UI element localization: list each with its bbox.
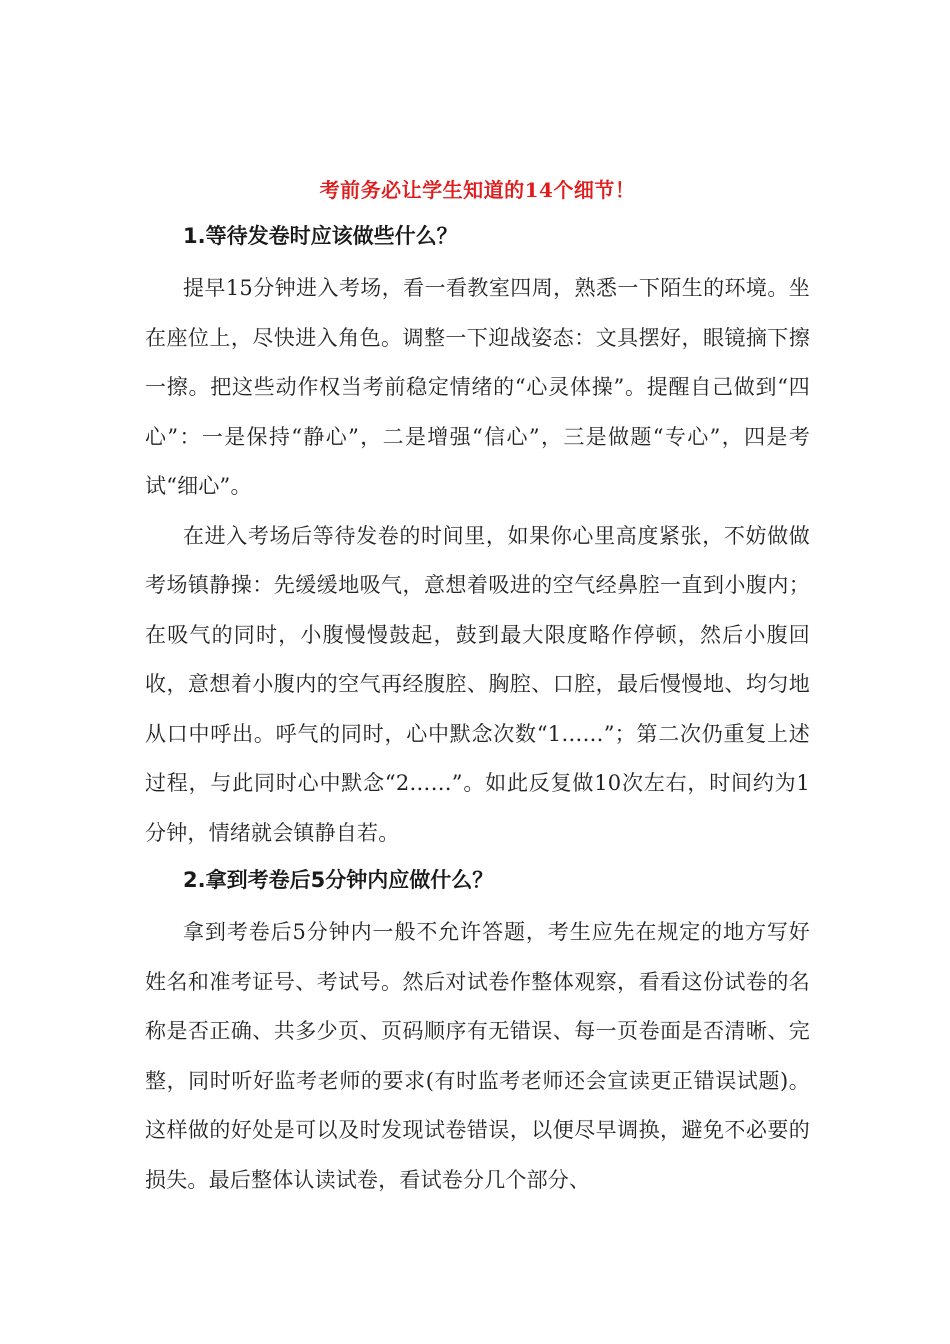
section-2-paragraph-1: 拿到考卷后5分钟内一般不允许答题，考生应先在规定的地方写好姓名和准考证号、考试号。然后对试卷作整体观察，看看这份试卷的名称是否正确、共多少页、页码顺序有无错误、每一页卷面是否清晰、完整，同时听好监考老师的要求(有时监考老师还会宣读更正错误试题)。这样做的好处是可以及时发现试卷错误，以便尽早调换，避免不必要的损失。最后整体认读试卷，看试卷分几个部分、 [145,920,810,1192]
section-1-paragraph-2: 在进入考场后等待发卷的时间里，如果你心里高度紧张，不妨做做考场镇静操：先缓缓地吸气，意想着吸进的空气经鼻腔一直到小腹内；在吸气的同时，小腹慢慢鼓起，鼓到最大限度略作停顿，然后小腹回收，意想着小腹内的空气再经腹腔、胸腔、口腔，最后慢慢地、均匀地从口中呼出。呼气的同时，心中默念次数“1……”；第二次仍重复上述过程，与此同时心中默念“2……”。如此反复做10次左右，时间约为1分钟，情绪就会镇静自若。 [145,523,810,845]
section-1-heading: 1.等待发卷时应该做些什么？ [183,224,458,248]
section-1-paragraph-1: 提早15分钟进入考场，看一看教室四周，熟悉一下陌生的环境。坐在座位上，尽快进入角色。调整一下迎战姿态：文具摆好，眼镜摘下擦一擦。把这些动作权当考前稳定情绪的“心灵体操”。提醒自己做到“四心”：一是保持“静心”，二是增强“信心”，三是做题“专心”，四是考试“细心”。 [145,276,810,498]
document-page [145,172,810,1205]
document-title: 考前务必让学生知道的14个细节！ [319,178,636,202]
section-2-heading: 2.拿到考卷后5分钟内应做什么？ [183,868,494,892]
